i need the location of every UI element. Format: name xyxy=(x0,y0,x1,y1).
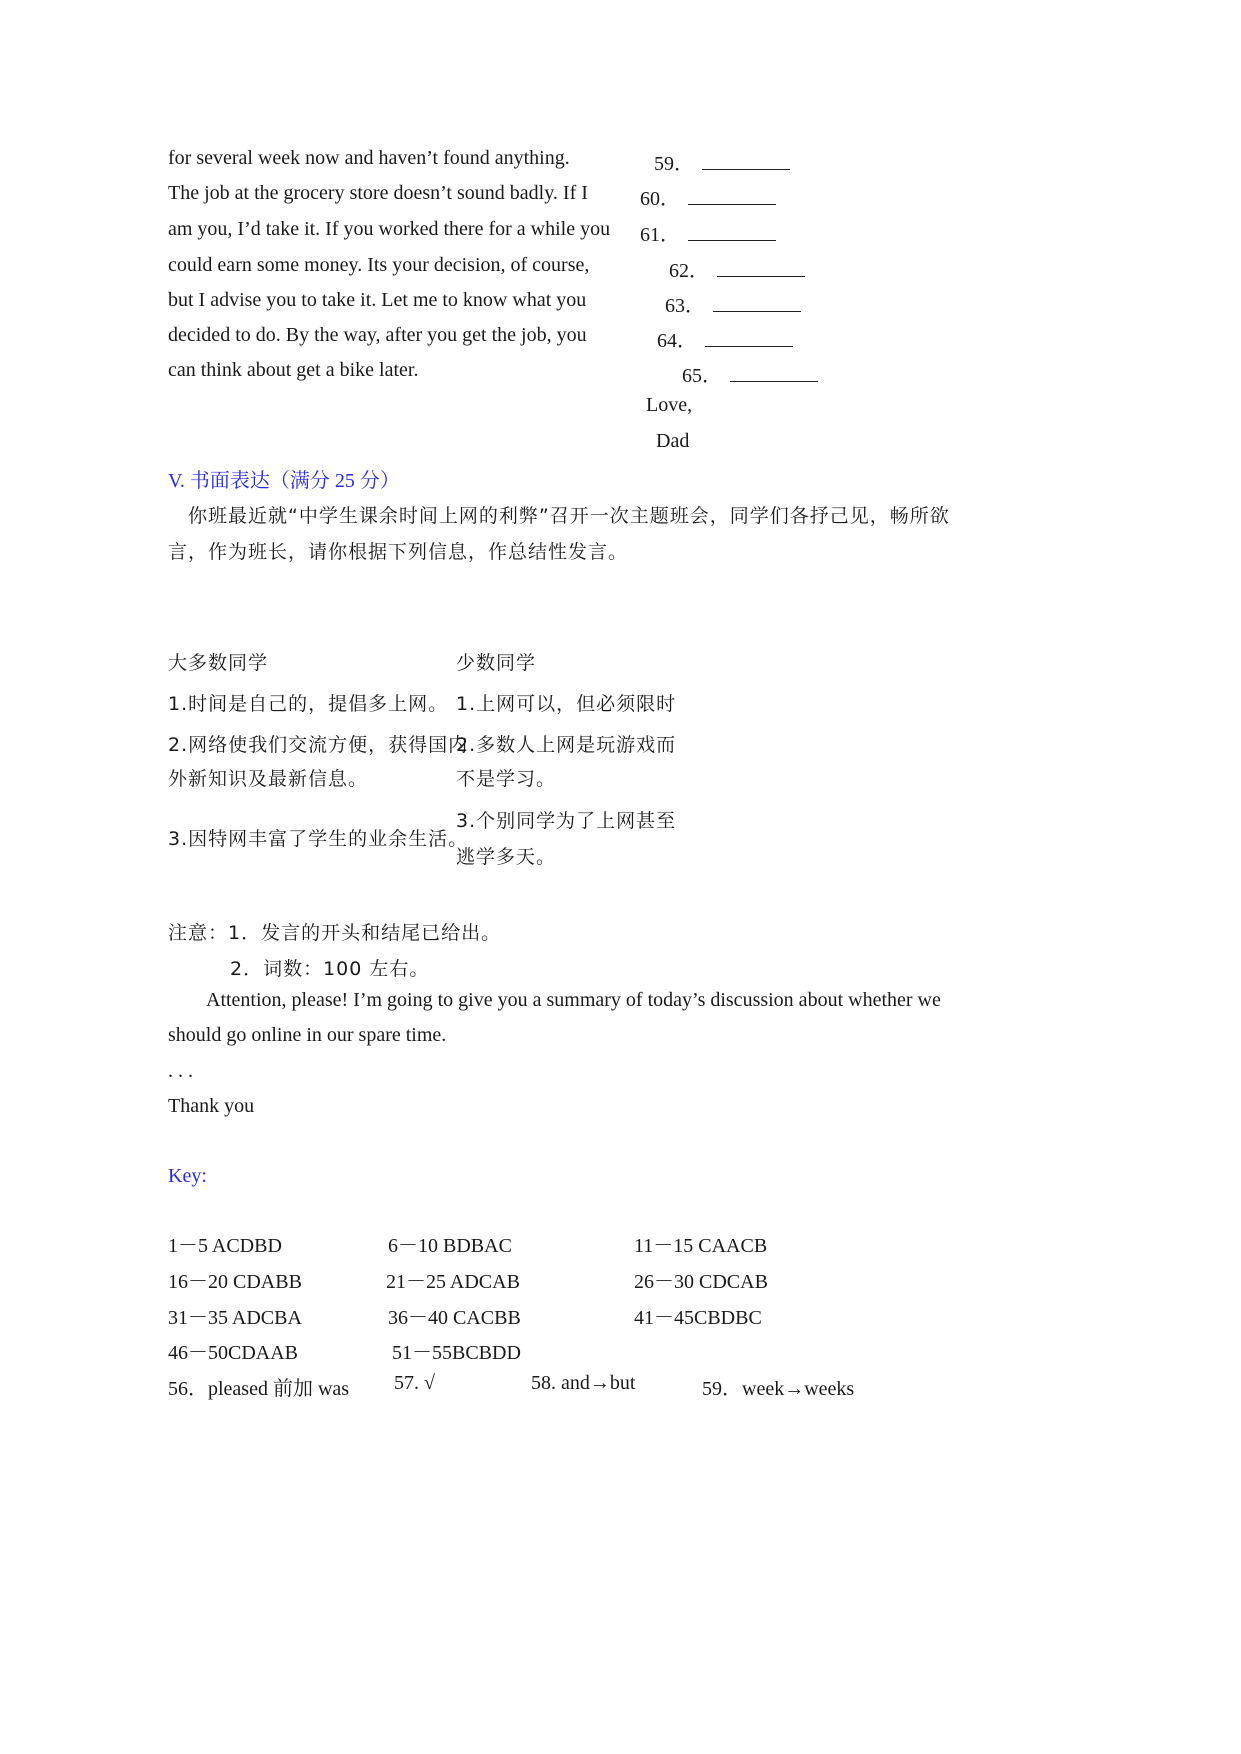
answer-blank-64[interactable] xyxy=(657,324,793,353)
note-line: 2．词数：100 左右。 xyxy=(230,958,430,980)
key-entry: 41－45CBDBC xyxy=(634,1307,762,1329)
letter-line: The job at the grocery store doesn’t sound badly. If I xyxy=(168,182,588,204)
key-entry: 1－5 ACDBD xyxy=(168,1235,282,1257)
answer-blank-62[interactable] xyxy=(669,254,805,283)
answer-number: 60． xyxy=(640,188,680,210)
key-entry: 16－20 CDABB xyxy=(168,1271,302,1293)
key-entry: 31－35 ADCBA xyxy=(168,1307,302,1329)
letter-line: am you, I’d take it. If you worked there for a while you xyxy=(168,218,611,240)
prompt-text: 言，作为班长，请你根据下列信息，作总结性发言。 xyxy=(168,541,629,563)
answer-number: 61． xyxy=(640,224,680,246)
blank-line xyxy=(702,151,790,170)
answer-number: 62． xyxy=(669,260,709,282)
table-header-minority: 少数同学 xyxy=(456,652,537,674)
letter-line: but I advise you to take it. Let me to know what you xyxy=(168,289,587,311)
answer-number: 59． xyxy=(654,153,694,175)
key-entry: 56．pleased 前加 was xyxy=(168,1378,350,1400)
key-entry: 21－25 ADCAB xyxy=(386,1271,520,1293)
blank-line xyxy=(713,293,801,312)
answer-blank-60[interactable] xyxy=(640,182,776,211)
table-cell: 外新知识及最新信息。 xyxy=(168,768,369,790)
essay-closing: Thank you xyxy=(168,1095,255,1117)
blank-line xyxy=(730,363,818,382)
blank-line xyxy=(717,258,805,277)
key-entry: 58. and→but xyxy=(531,1372,636,1394)
essay-ellipsis: . . . xyxy=(168,1060,193,1082)
note-line: 注意：1．发言的开头和结尾已给出。 xyxy=(168,922,502,944)
key-entry: 59．week→weeks xyxy=(702,1378,855,1400)
blank-line xyxy=(705,328,793,347)
key-entry: 57. √ xyxy=(394,1372,435,1394)
key-entry: 51－55BCBDD xyxy=(392,1342,521,1364)
prompt-text: 你班最近就“中学生课余时间上网的利弊”召开一次主题班会，同学们各抒己见，畅所欲 xyxy=(188,505,950,527)
letter-line: could earn some money. Its your decision, of course, xyxy=(168,254,590,276)
table-cell: 3.因特网丰富了学生的业余生活。 xyxy=(168,828,469,850)
table-cell: 1.时间是自己的，提倡多上网。 xyxy=(168,693,449,715)
answer-blank-65[interactable] xyxy=(682,359,818,388)
key-entry: 46－50CDAAB xyxy=(168,1342,299,1364)
essay-opening: should go online in our spare time. xyxy=(168,1024,447,1046)
key-entry: 26－30 CDCAB xyxy=(634,1271,768,1293)
answer-blank-63[interactable] xyxy=(665,289,801,318)
key-entry: 36－40 CACBB xyxy=(388,1307,521,1329)
table-header-majority: 大多数同学 xyxy=(168,652,269,674)
letter-closing: Love, xyxy=(646,394,693,416)
answer-number: 64． xyxy=(657,330,697,352)
table-cell: 1.上网可以，但必须限时 xyxy=(456,693,677,715)
table-cell: 逃学多天。 xyxy=(456,846,557,868)
blank-line xyxy=(688,186,776,205)
letter-line: for several week now and haven’t found anything. xyxy=(168,147,570,169)
answer-blank-59[interactable] xyxy=(654,147,790,176)
key-entry: 6－10 BDBAC xyxy=(388,1235,512,1257)
letter-line: decided to do. By the way, after you get the job, you xyxy=(168,324,587,346)
key-heading: Key: xyxy=(168,1165,207,1187)
letter-signature: Dad xyxy=(656,430,690,452)
answer-blank-61[interactable] xyxy=(640,218,776,247)
answer-number: 63． xyxy=(665,295,705,317)
table-cell: 3.个别同学为了上网甚至 xyxy=(456,810,677,832)
essay-opening: Attention, please! I’m going to give you a summary of today’s discussion about whether we xyxy=(206,989,941,1011)
key-entry: 11－15 CAACB xyxy=(634,1235,768,1257)
answer-number: 65． xyxy=(682,365,722,387)
table-cell: 2.网络使我们交流方便，获得国内 xyxy=(168,734,469,756)
table-cell: 不是学习。 xyxy=(456,768,557,790)
blank-line xyxy=(688,222,776,241)
section-heading: V. 书面表达（满分 25 分） xyxy=(168,470,400,492)
letter-line: can think about get a bike later. xyxy=(168,359,419,381)
table-cell: 2.多数人上网是玩游戏而 xyxy=(456,734,677,756)
